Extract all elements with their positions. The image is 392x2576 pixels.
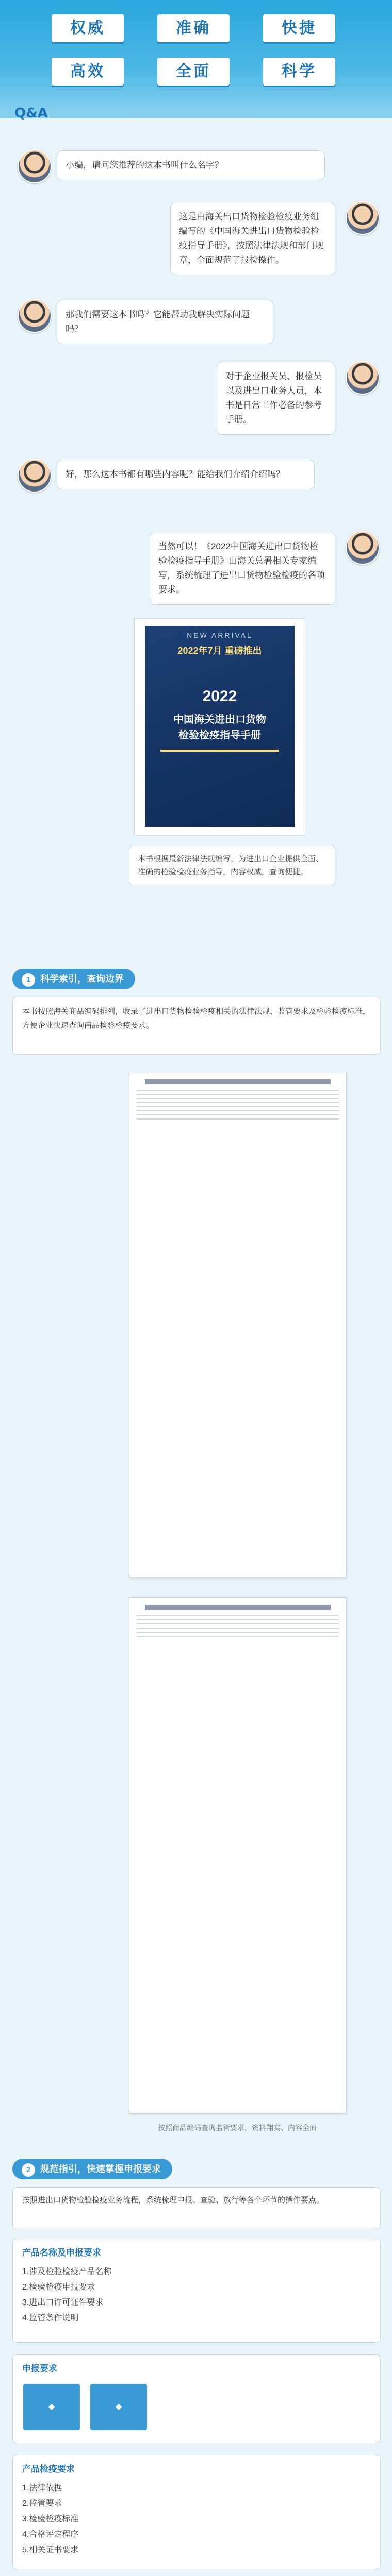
- tag-efficient: 高效: [52, 58, 124, 86]
- new-arrival-label: NEW ARRIVAL: [187, 631, 253, 639]
- list-item: 3.进出口许可证件要求: [22, 2298, 104, 2307]
- release-label: 2022年7月 重磅推出: [177, 646, 262, 656]
- avatar: [346, 361, 380, 395]
- book-title-1: 中国海关进出口货物: [173, 714, 266, 725]
- requirement-block: ◆: [90, 2384, 147, 2430]
- panel-title: 产品检疫要求: [22, 2464, 75, 2474]
- panel-title: 产品名称及申报要求: [22, 2248, 101, 2258]
- section-1-caption: 按照商品编码查询监管要求，资料翔实、内容全面: [158, 2124, 317, 2132]
- answer-bubble: 对于企业报关员、报检员以及进出口业务人员，本书是日常工作必备的参考手册。: [217, 362, 335, 435]
- section-2-title: 2 规范指引，快速掌握申报要求: [12, 2159, 172, 2179]
- book-year: 2022: [202, 688, 237, 705]
- tag-authority: 权威: [52, 14, 124, 42]
- list-item: 5.相关证书要求: [22, 2546, 79, 2554]
- list-item: 1.涉及检验检疫产品名称: [22, 2267, 112, 2276]
- declaration-panel: [12, 2239, 381, 2343]
- avatar: [18, 299, 52, 333]
- section-1-title: 1 科学索引，查询边界: [12, 969, 135, 989]
- book-cover: [145, 626, 295, 827]
- book-cover-card: [134, 618, 305, 836]
- tag-accurate: 准确: [157, 14, 230, 42]
- list-item: 2.检验检疫申报要求: [22, 2283, 95, 2292]
- doc-header: [145, 1079, 331, 1084]
- list-item: 2.监管要求: [22, 2499, 62, 2508]
- list-item: 4.合格评定程序: [22, 2530, 79, 2539]
- answer-bubble: 这是由海关出口货物检验检疫业务组编写的《中国海关进出口货物检验检疫指导手册》，按照法律法规和部门规章，全面规范了报检操作。: [170, 202, 335, 275]
- list-item: 4.监管条件说明: [22, 2314, 79, 2323]
- book-title-2: 检验检疫指导手册: [178, 730, 261, 741]
- avatar: [18, 149, 52, 183]
- qa-icon: Q&A: [14, 106, 48, 121]
- requirement-panel: [12, 2354, 381, 2443]
- section-2-text: 按照进出口货物检验检疫业务流程，系统梳理申报、查验、放行等各个环节的操作要点。: [22, 2196, 324, 2205]
- list-item: 3.检验检疫标准: [22, 2515, 79, 2523]
- tag-fast: 快捷: [263, 14, 335, 42]
- answer-bubble: 当然可以！《2022中国海关进出口货物检验检疫指导手册》由海关总署相关专家编写，系统梳理了进出口货物检验检疫的各项要求。: [150, 532, 335, 605]
- question-bubble: 那我们需要这本书吗？它能帮助我解决实际问题吗？: [57, 300, 273, 344]
- avatar: [346, 531, 380, 565]
- question-bubble: 小编，请问您推荐的这本书叫什么名字？: [57, 150, 325, 180]
- doc-header: [145, 1605, 331, 1610]
- question-bubble: 好，那么这本书都有哪些内容呢？能给我们介绍介绍吗？: [57, 460, 315, 489]
- intro-text: 本书根据最新法律法规编写，为进出口企业提供全面、准确的检验检疫业务指导，内容权威，查询便捷。: [129, 845, 335, 886]
- section-1-panel: [12, 997, 381, 1055]
- tag-complete: 全面: [157, 58, 230, 86]
- quarantine-panel: [12, 2455, 381, 2569]
- section-2-panel: [12, 2187, 381, 2229]
- requirement-block: ◆: [23, 2384, 80, 2430]
- document-preview-1: [129, 1072, 347, 1578]
- avatar: [18, 459, 52, 493]
- document-preview-2: [129, 1597, 347, 2113]
- hero-banner: [0, 0, 392, 118]
- tag-science: 科学: [263, 58, 335, 86]
- list-item: 1.法律依据: [22, 2484, 62, 2493]
- avatar: [346, 201, 380, 235]
- section-1-text: 本书按照海关商品编码排列，收录了进出口货物检验检疫相关的法律法规、监管要求及检验检疫标准，方便企业快速查询商品检验检疫要求。: [22, 1007, 371, 1030]
- divider: [160, 750, 279, 752]
- panel-title: 申报要求: [22, 2364, 57, 2374]
